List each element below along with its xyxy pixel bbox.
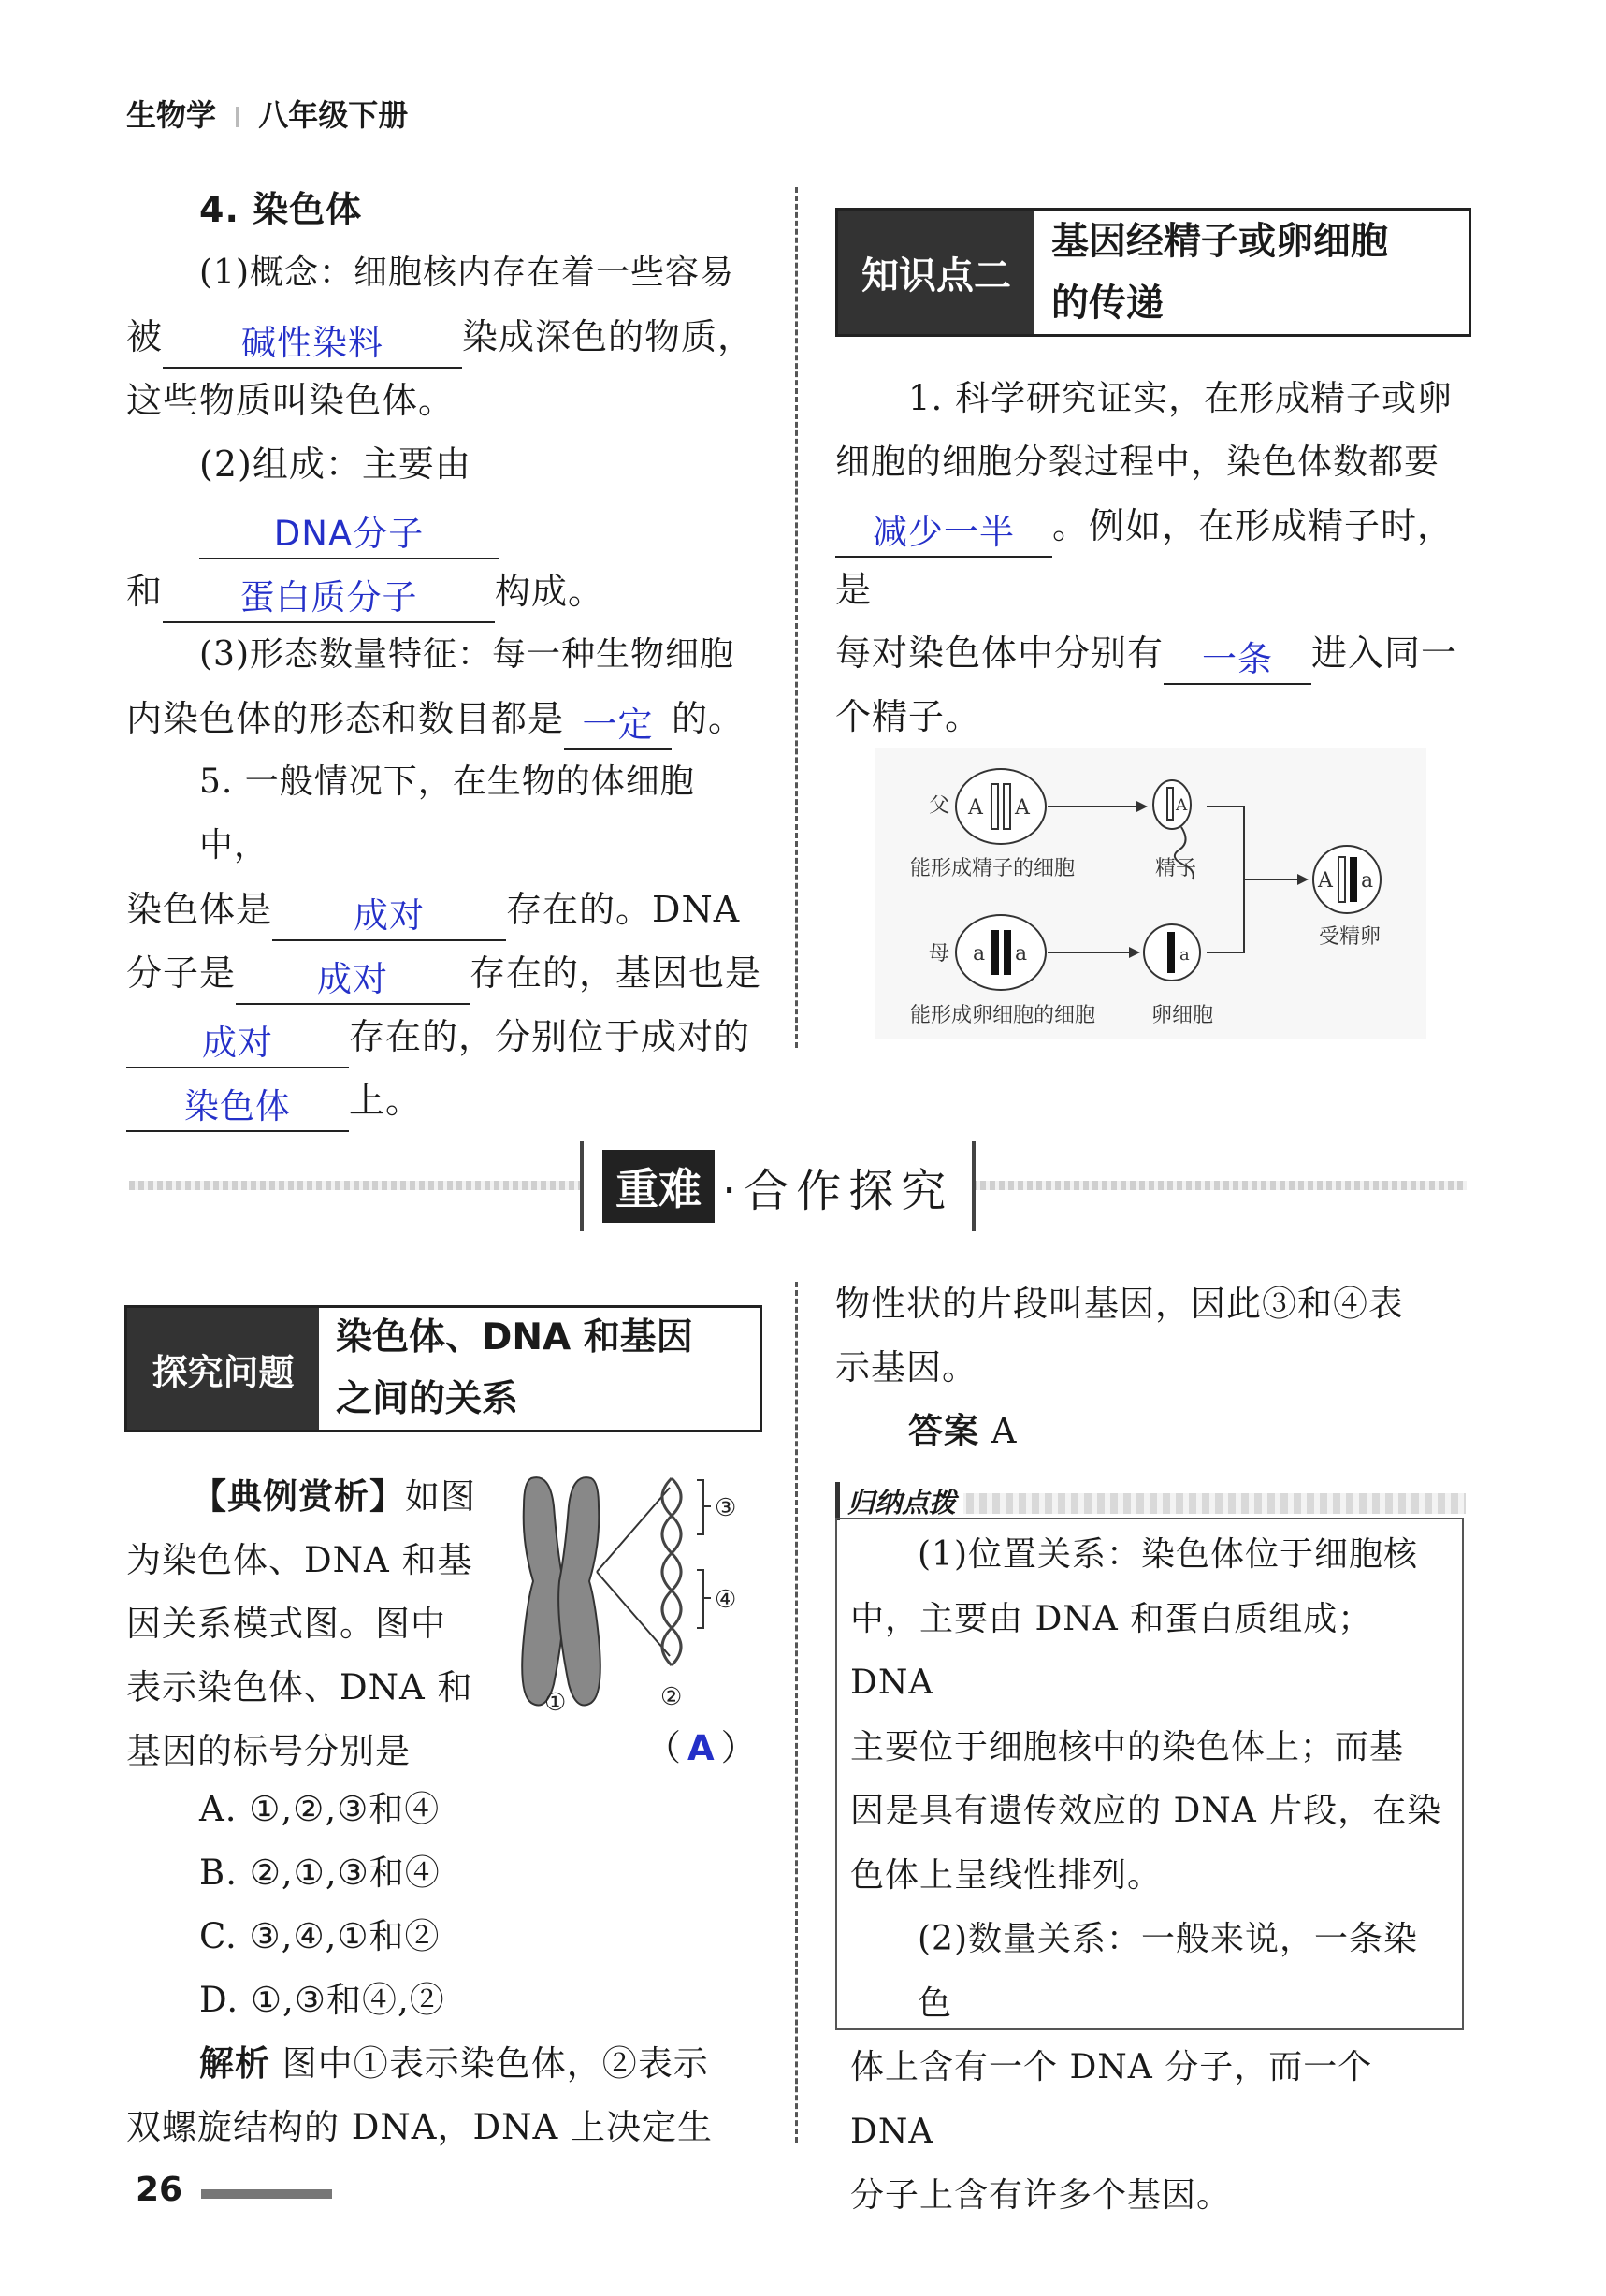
mother-gene-a1: a: [973, 942, 986, 966]
father-gene-A2: A: [1015, 796, 1030, 820]
header-divider: [236, 107, 239, 127]
continuation-line2: 示基因。: [835, 1347, 977, 1388]
sperm-label: 精子: [1155, 857, 1197, 880]
inquiry-title: [319, 1308, 693, 1430]
example-line5: 基因的标号分别是: [126, 1731, 411, 1771]
summary1-line5: 色体上呈线性排列。: [850, 1855, 1163, 1895]
q1-line1: 1. 科学研究证实，在形成精子或卵: [908, 378, 1454, 418]
example-text: [126, 1465, 500, 1783]
subject-label: 生物学: [126, 97, 217, 133]
example-line2: 为染色体、DNA 和基: [126, 1540, 473, 1580]
example-line1-text: 如图: [405, 1476, 476, 1517]
option-d[interactable]: D. ①,③和④,②: [199, 1980, 445, 2020]
sperm-gene: A: [1176, 796, 1188, 815]
q1-line4: [835, 621, 1481, 685]
composition-line1: [126, 432, 762, 559]
q1-line2: 细胞的细胞分裂过程中，染色体数都要: [835, 442, 1440, 482]
analysis-text: [126, 2032, 772, 2159]
feature-post: 的。: [672, 698, 745, 739]
bracket-3: [697, 1480, 711, 1534]
banner-title: ·合作探究: [722, 1164, 954, 1217]
item5-end: 上。: [349, 1080, 423, 1121]
chromatid-left: [522, 1477, 564, 1705]
column-divider-top: [795, 187, 798, 1048]
q1-mid: 。例如，在形成精子时，是: [835, 505, 1454, 610]
continuation-line1: 物性状的片段叫基因，因此③和④表: [835, 1284, 1404, 1324]
chromatid-right: [558, 1477, 600, 1705]
paren-close: ）: [720, 1727, 758, 1768]
inquiry-title-line1: 染色体、DNA 和基因: [336, 1316, 693, 1359]
item5-line1: 5. 一般情况下，在生物的体细胞中，: [199, 763, 695, 865]
summary2-line2: 体上含有一个 DNA 分子，而一个 DNA: [850, 2048, 1373, 2151]
mother-chromosome-2: [1004, 930, 1011, 975]
page-number: 26: [136, 2171, 183, 2209]
summary-tag: 归纳点拨: [835, 1482, 963, 1520]
blank-item5-3[interactable]: [126, 1024, 349, 1068]
right-top-column: [835, 367, 1481, 812]
zoom-line-bottom: [597, 1572, 670, 1656]
father-chromosome-2: [1004, 784, 1010, 829]
q1-line3: [835, 494, 1481, 621]
father-gene-A1: A: [968, 796, 983, 820]
answer-label: 答案: [908, 1411, 979, 1451]
answer-bracket: [645, 1716, 758, 1780]
answer-q1-1: 减少一半: [873, 512, 1015, 552]
analysis-line1-text: 图中①表示染色体，②表示: [282, 2043, 709, 2084]
blank-q1-2[interactable]: [1164, 640, 1311, 685]
blank-feature[interactable]: [564, 705, 672, 750]
answer-concept: 碱性染料: [241, 323, 384, 363]
example-label: 【典例赏析】: [192, 1476, 405, 1517]
mother-chromosome-1: [991, 930, 999, 975]
item5-line5: [126, 1068, 762, 1132]
item5-mid2: 存在的，基因也是: [470, 952, 762, 994]
example-line4: 表示染色体、DNA 和: [126, 1667, 473, 1707]
inquiry-box: [124, 1305, 762, 1432]
item5-pre: 染色体是: [126, 889, 273, 930]
left-top-column: [126, 178, 762, 1132]
concept-post: 染成深色的物质，: [462, 316, 755, 357]
example-line3: 因关系模式图。图中: [126, 1604, 446, 1644]
item5-pre2: 分子是: [126, 952, 237, 994]
egg-parent-label: 能形成卵细胞的细胞: [910, 1004, 1096, 1027]
zygote-chromosome-1: [1338, 857, 1345, 902]
concept-line2: [126, 305, 762, 369]
chromosome-dna-figure: [505, 1469, 767, 1722]
summary2-line1: (2)数量关系：一般来说，一条染色: [918, 1920, 1418, 2023]
inquiry-title-line2: 之间的关系: [336, 1378, 519, 1420]
q1-post2: 进入同一: [1311, 632, 1458, 674]
zoom-line-top: [597, 1488, 670, 1572]
answer-line: [835, 1400, 1481, 1463]
inheritance-diagram: [875, 748, 1426, 1039]
zygote-gene-A: A: [1318, 869, 1333, 893]
egg-label: 卵细胞: [1151, 1004, 1214, 1027]
blank-item5-1[interactable]: [272, 896, 506, 941]
answer-item5-1: 成对: [354, 895, 426, 936]
composition-post: 构成。: [495, 571, 605, 612]
knowledge-title-line2: 的传递: [1051, 282, 1164, 325]
option-a[interactable]: A. ①,②,③和④: [199, 1789, 441, 1829]
options-list: [199, 1778, 445, 2032]
mother-cell: [956, 915, 1046, 990]
blank-item5-4[interactable]: [126, 1087, 349, 1132]
item5-mid1: 存在的。DNA: [506, 889, 741, 930]
summary-box: [835, 1518, 1464, 2215]
answer-item5-2: 成对: [317, 959, 389, 999]
summary2-line3: 分子上含有许多个基因。: [850, 2176, 1232, 2215]
analysis-label: 解析: [199, 2043, 270, 2084]
feature-pre: 内染色体的形态和数目都是: [126, 698, 565, 739]
answer-item5-3: 成对: [202, 1023, 273, 1063]
knowledge-point-box: [835, 208, 1471, 337]
blank-item5-2[interactable]: [236, 960, 470, 1005]
item5-line4: [126, 1005, 762, 1068]
label-2: ②: [660, 1683, 683, 1711]
knowledge-point-tag: 知识点二: [838, 211, 1034, 334]
item5-line2: [126, 878, 762, 941]
answer-q1-2: 一条: [1202, 639, 1274, 679]
knowledge-title-line1: 基因经精子或卵细胞: [1051, 220, 1388, 263]
grade-label: 八年级下册: [258, 97, 409, 133]
blank-concept[interactable]: [163, 324, 462, 369]
answer-value: A: [991, 1411, 1018, 1451]
option-b[interactable]: B. ②,①,③和④: [199, 1853, 441, 1893]
paren-open: （: [645, 1727, 683, 1768]
bracket-4: [697, 1570, 711, 1628]
summary1-line2: 中，主要由 DNA 和蛋白质组成；DNA: [850, 1599, 1373, 1702]
mother-gene-a2: a: [1015, 942, 1028, 966]
composition-pre: (2)组成：主要由: [199, 443, 471, 485]
column-divider-bottom: [795, 1282, 798, 2143]
sperm-parent-label: 能形成精子的细胞: [910, 857, 1076, 880]
mother-label: 母: [929, 942, 950, 966]
example-line1: [126, 1465, 500, 1529]
egg-chromosome: [1167, 932, 1175, 973]
knowledge-point-title: [1034, 211, 1388, 334]
section-banner: [580, 1141, 976, 1231]
answer-feature: 一定: [582, 705, 654, 745]
label-1: ①: [544, 1689, 567, 1717]
blank-composition-1[interactable]: [199, 515, 499, 559]
concept-line1: (1)概念：细胞核内存在着一些容易: [199, 254, 734, 292]
analysis-line1: [126, 2032, 772, 2096]
right-bottom-text: [835, 1272, 1481, 1463]
father-label: 父: [929, 794, 950, 818]
sperm-chromosome: [1167, 788, 1173, 820]
concept-pre: 被: [126, 316, 164, 357]
composition-line2: [126, 559, 762, 623]
egg-gene: a: [1179, 945, 1190, 965]
feature-line1: (3)形态数量特征：每一种生物细胞: [199, 635, 734, 674]
label-4: ④: [715, 1586, 737, 1614]
answer-composition-1: DNA分子: [273, 514, 425, 554]
summary1-line3: 主要位于细胞核中的染色体上；而基: [850, 1727, 1405, 1766]
answer-composition-2: 蛋白质分子: [239, 577, 418, 618]
banner-highlight: 重难: [602, 1150, 715, 1223]
q1-line5: 个精子。: [835, 696, 982, 737]
feature-line2: [126, 687, 762, 750]
summary1-line4: 因是具有遗传效应的 DNA 片段，在染: [850, 1792, 1442, 1830]
zygote-chromosome-2: [1350, 857, 1357, 902]
option-c[interactable]: C. ③,④,①和②: [199, 1916, 441, 1956]
zygote-gene-a: a: [1361, 869, 1374, 893]
item5-line3: [126, 941, 762, 1005]
zygote-label: 受精卵: [1319, 925, 1382, 949]
label-3: ③: [715, 1494, 737, 1522]
blank-q1-1[interactable]: [835, 513, 1052, 558]
q1-pre2: 每对染色体中分别有: [835, 632, 1165, 674]
running-header: [126, 92, 408, 135]
answer-item5-4: 染色体: [184, 1086, 291, 1126]
item4-title: 4. 染色体: [199, 189, 363, 230]
concept-line3: 这些物质叫染色体。: [126, 380, 456, 421]
footer-bar: [201, 2189, 332, 2199]
example-answer: A: [687, 1728, 716, 1768]
analysis-line2: 双螺旋结构的 DNA，DNA 上决定生: [126, 2107, 714, 2147]
summary1-line1: (1)位置关系：染色体位于细胞核: [918, 1535, 1418, 1574]
father-chromosome-1: [991, 784, 998, 829]
blank-composition-2[interactable]: [163, 578, 495, 623]
composition-and: 和: [126, 571, 164, 612]
item5-mid3: 存在的，分别位于成对的: [349, 1016, 751, 1057]
inquiry-tag: 探究问题: [127, 1308, 319, 1430]
